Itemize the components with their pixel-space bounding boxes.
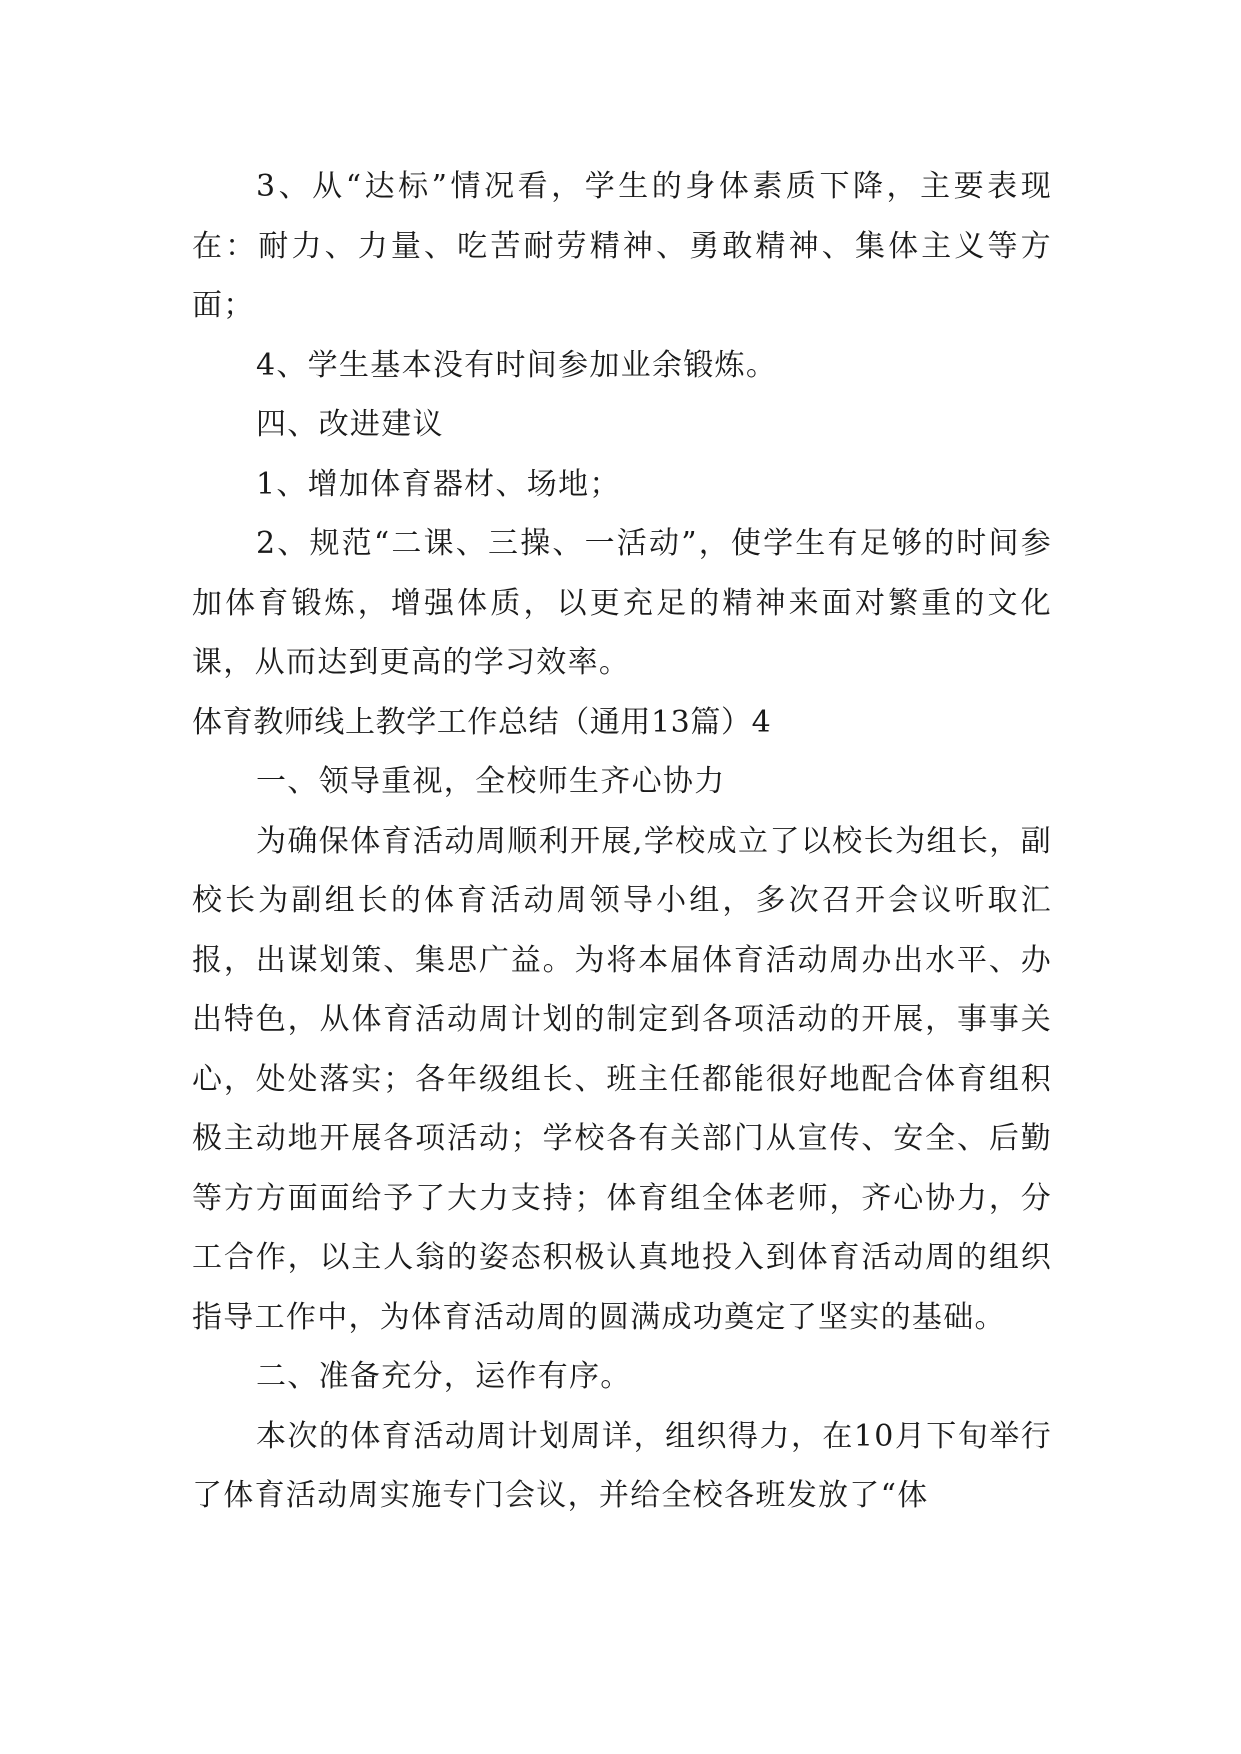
paragraph-fitness-decline: 3、从“达标”情况看，学生的身体素质下降，主要表现在：耐力、力量、吃苦耐劳精神、勇敢精神、集体主义等方面； — [192, 169, 1052, 323]
document-body — [192, 157, 1052, 1526]
paragraph-leadership-body: 为确保体育活动周顺利开展,学校成立了以校长为组长，副校长为副组长的体育活动周领导小组，多次召开会议听取汇报，出谋划策、集思广益。为将本届体育活动周办出水平、办出特色，从体育活动周计划的制定到各项活动的开展，事事关心，处处落实；各年级组长、班主任都能很好地配合体育组积极主动地开展各项活动；学校各有关部门从宣传、安全、后勤等方方面面给予了大力支持；体育组全体老师，齐心协力，分工合作，以主人翁的姿态积极认真地投入到体育活动周的组织指导工作中，为体育活动周的圆满成功奠定了坚实的基础。 — [192, 823, 1052, 1335]
paragraph-preparation-body: 本次的体育活动周计划周详，组织得力，在10月下旬举行了体育活动周实施专门会议，并给全校各班发放了“体 — [192, 1418, 1052, 1513]
paragraph-add-equipment: 1、增加体育器材、场地； — [256, 466, 621, 502]
section-heading-preparation: 二、准备充分，运作有序。 — [256, 1359, 632, 1394]
paragraph-standardize-activities: 2、规范“二课、三操、一活动”，使学生有足够的时间参加体育锻炼，增强体质，以更充足的精神来面对繁重的文化课，从而达到更高的学习效率。 — [192, 526, 1052, 680]
paragraph-no-exercise-time: 4、学生基本没有时间参加业余锻炼。 — [256, 347, 778, 383]
section-heading-suggestions: 四、改进建议 — [256, 407, 444, 442]
article-title: 体育教师线上教学工作总结（通用13篇）4 — [192, 704, 772, 740]
section-heading-leadership: 一、领导重视，全校师生齐心协力 — [256, 764, 726, 799]
